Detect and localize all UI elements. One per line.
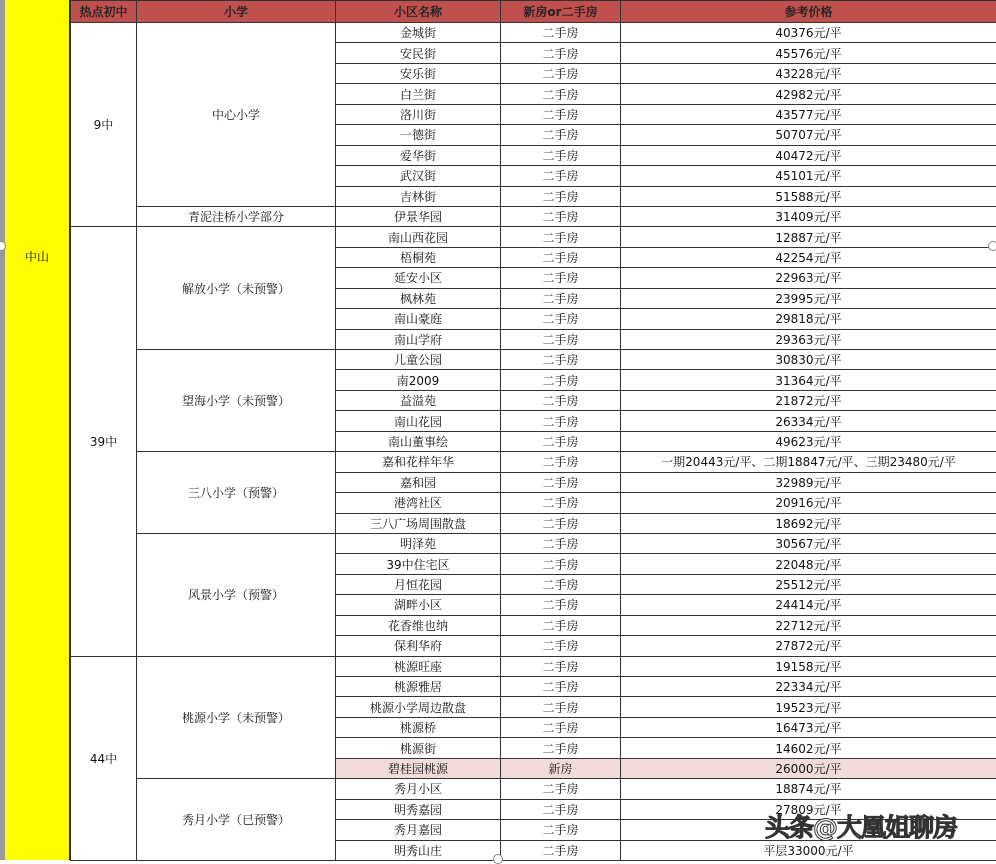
type-cell: 二手房 [501, 206, 621, 226]
community-cell: 南山西花园 [336, 227, 501, 247]
price-cell: 43577元/平 [621, 104, 996, 124]
community-cell: 金城街 [336, 23, 501, 43]
type-cell: 二手房 [501, 227, 621, 247]
price-cell: 50707元/平 [621, 125, 996, 145]
type-cell: 二手房 [501, 43, 621, 63]
price-cell: 32989元/平 [621, 472, 996, 492]
community-cell: 安民街 [336, 43, 501, 63]
type-cell: 二手房 [501, 533, 621, 553]
community-cell: 秀月嘉园 [336, 820, 501, 840]
community-cell: 花香维也纳 [336, 615, 501, 635]
price-cell: 30830元/平 [621, 350, 996, 370]
price-cell: 30567元/平 [621, 533, 996, 553]
price-cell: 20916元/平 [621, 493, 996, 513]
type-cell: 二手房 [501, 840, 621, 860]
community-cell: 明泽苑 [336, 533, 501, 553]
type-cell: 二手房 [501, 636, 621, 656]
price-cell: 23995元/平 [621, 288, 996, 308]
community-cell: 明秀嘉园 [336, 799, 501, 819]
type-cell: 二手房 [501, 554, 621, 574]
community-cell: 一德街 [336, 125, 501, 145]
primary-school-cell: 秀月小学（已预警） [137, 779, 336, 861]
community-cell: 秀月小区 [336, 779, 501, 799]
table-row [71, 452, 996, 472]
community-cell: 桃源街 [336, 738, 501, 758]
type-cell: 二手房 [501, 677, 621, 697]
price-cell: 22963元/平 [621, 268, 996, 288]
table-row [71, 350, 996, 370]
price-cell: 21872元/平 [621, 390, 996, 410]
community-cell: 桃源桥 [336, 717, 501, 737]
primary-school-cell: 风景小学（预警） [137, 533, 336, 656]
price-cell: 51588元/平 [621, 186, 996, 206]
header-price: 参考价格 [621, 1, 996, 23]
header-community: 小区名称 [336, 1, 501, 23]
community-cell: 洛川街 [336, 104, 501, 124]
community-cell: 桃源小学周边散盘 [336, 697, 501, 717]
price-cell: 31409元/平 [621, 206, 996, 226]
community-cell: 南山学府 [336, 329, 501, 349]
community-cell: 白兰街 [336, 84, 501, 104]
type-cell: 二手房 [501, 431, 621, 451]
type-cell: 二手房 [501, 738, 621, 758]
price-cell: 22048元/平 [621, 554, 996, 574]
price-cell: 43228元/平 [621, 63, 996, 83]
type-cell: 二手房 [501, 84, 621, 104]
type-cell: 二手房 [501, 350, 621, 370]
type-cell: 二手房 [501, 23, 621, 43]
watermark: 头条@大凰姐聊房 [765, 808, 957, 844]
type-cell: 二手房 [501, 268, 621, 288]
price-cell: 19158元/平 [621, 656, 996, 676]
price-cell: 29363元/平 [621, 329, 996, 349]
primary-school-cell: 解放小学（未预警） [137, 227, 336, 350]
type-cell: 二手房 [501, 125, 621, 145]
price-cell: 31364元/平 [621, 370, 996, 390]
type-cell: 二手房 [501, 656, 621, 676]
community-cell: 伊景华园 [336, 206, 501, 226]
primary-school-cell: 三八小学（预警） [137, 452, 336, 534]
table-row [71, 206, 996, 226]
price-cell: 40376元/平 [621, 23, 996, 43]
price-cell: 27809元/平 [621, 799, 996, 819]
price-cell: 22334元/平 [621, 677, 996, 697]
price-cell: 一期20443元/平、二期18847元/平、三期23480元/平 [621, 452, 996, 472]
primary-school-cell: 望海小学（未预警） [137, 350, 336, 452]
resize-handle[interactable] [988, 241, 996, 251]
price-cell: 18692元/平 [621, 513, 996, 533]
price-cell: 40472元/平 [621, 145, 996, 165]
table-row [71, 227, 996, 247]
community-cell: 保利华府 [336, 636, 501, 656]
community-cell: 三八广场周围散盘 [336, 513, 501, 533]
community-cell: 39中住宅区 [336, 554, 501, 574]
type-cell: 新房 [501, 758, 621, 778]
price-cell: 42982元/平 [621, 84, 996, 104]
type-cell: 二手房 [501, 63, 621, 83]
table-row [71, 23, 996, 43]
district-label: 中山 [5, 248, 69, 265]
middle-school-cell: 39中 [71, 227, 137, 656]
type-cell: 二手房 [501, 309, 621, 329]
community-cell: 枫林苑 [336, 288, 501, 308]
community-cell: 爱华街 [336, 145, 501, 165]
primary-school-cell: 中心小学 [137, 23, 336, 207]
price-cell: 29818元/平 [621, 309, 996, 329]
type-cell: 二手房 [501, 186, 621, 206]
price-cell: 22712元/平 [621, 615, 996, 635]
price-cell: 24414元/平 [621, 595, 996, 615]
price-cell: 19523元/平 [621, 697, 996, 717]
community-cell: 月恒花园 [336, 574, 501, 594]
price-cell: 45101元/平 [621, 166, 996, 186]
price-cell: 45576元/平 [621, 43, 996, 63]
header-type: 新房or二手房 [501, 1, 621, 23]
community-cell: 南山豪庭 [336, 309, 501, 329]
header-middle-school: 热点初中 [71, 1, 137, 23]
type-cell: 二手房 [501, 799, 621, 819]
community-cell: 港湾社区 [336, 493, 501, 513]
community-cell: 南山董事绘 [336, 431, 501, 451]
type-cell: 二手房 [501, 145, 621, 165]
community-cell: 南山花园 [336, 411, 501, 431]
type-cell: 二手房 [501, 717, 621, 737]
community-cell: 嘉和园 [336, 472, 501, 492]
community-cell: 南2009 [336, 370, 501, 390]
community-cell: 碧桂园桃源 [336, 758, 501, 778]
community-cell: 武汉街 [336, 166, 501, 186]
type-cell: 二手房 [501, 472, 621, 492]
header-row [71, 1, 996, 23]
community-cell: 明秀山庄 [336, 840, 501, 860]
type-cell: 二手房 [501, 574, 621, 594]
type-cell: 二手房 [501, 452, 621, 472]
community-cell: 安乐街 [336, 63, 501, 83]
price-cell: 25512元/平 [621, 574, 996, 594]
type-cell: 二手房 [501, 513, 621, 533]
price-cell: 42254元/平 [621, 247, 996, 267]
type-cell: 二手房 [501, 104, 621, 124]
price-cell: 26334元/平 [621, 411, 996, 431]
price-cell: 14602元/平 [621, 738, 996, 758]
community-cell: 梧桐苑 [336, 247, 501, 267]
type-cell: 二手房 [501, 390, 621, 410]
price-cell: 49623元/平 [621, 431, 996, 451]
price-cell: 12887元/平 [621, 227, 996, 247]
community-cell: 益溢苑 [336, 390, 501, 410]
community-cell: 延安小区 [336, 268, 501, 288]
primary-school-cell: 桃源小学（未预警） [137, 656, 336, 779]
middle-school-cell: 9中 [71, 23, 137, 227]
community-cell: 桃源雅居 [336, 677, 501, 697]
community-cell: 嘉和花样年华 [336, 452, 501, 472]
resize-handle[interactable] [493, 854, 503, 864]
community-cell: 湖畔小区 [336, 595, 501, 615]
type-cell: 二手房 [501, 329, 621, 349]
type-cell: 二手房 [501, 493, 621, 513]
type-cell: 二手房 [501, 615, 621, 635]
community-cell: 桃源旺座 [336, 656, 501, 676]
table-row [71, 656, 996, 676]
school-district-table [70, 0, 996, 861]
type-cell: 二手房 [501, 247, 621, 267]
price-cell: 18874元/平 [621, 779, 996, 799]
price-cell: 16473元/平 [621, 717, 996, 737]
type-cell: 二手房 [501, 370, 621, 390]
middle-school-cell: 44中 [71, 656, 137, 860]
district-cell [0, 0, 70, 860]
type-cell: 二手房 [501, 697, 621, 717]
price-cell: 27872元/平 [621, 636, 996, 656]
community-cell: 儿童公园 [336, 350, 501, 370]
type-cell: 二手房 [501, 779, 621, 799]
type-cell: 二手房 [501, 411, 621, 431]
type-cell: 二手房 [501, 288, 621, 308]
price-cell: 平层33000元/平 [621, 840, 996, 860]
type-cell: 二手房 [501, 820, 621, 840]
table-row [71, 779, 996, 799]
type-cell: 二手房 [501, 595, 621, 615]
community-cell: 吉林街 [336, 186, 501, 206]
header-primary-school: 小学 [137, 1, 336, 23]
type-cell: 二手房 [501, 166, 621, 186]
primary-school-cell: 青泥洼桥小学部分 [137, 206, 336, 226]
table-row [71, 533, 996, 553]
price-cell: 26000元/平 [621, 758, 996, 778]
